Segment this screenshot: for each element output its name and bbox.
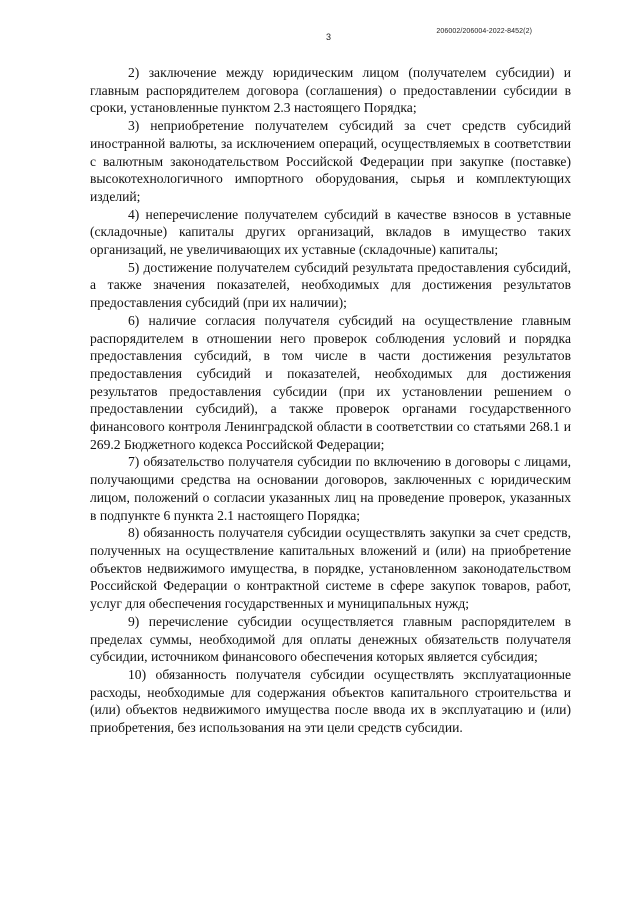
page-number: 3 (326, 32, 332, 42)
list-item-5: 5) достижение получателем субсидий результата предоставления субсидий, а также значения показателей, необходимых для достижения результатов предоставления субсидий (при их наличии); (90, 259, 571, 311)
list-item-9: 9) перечисление субсидии осуществляется главным распорядителем в пределах суммы, необходимой для оплаты денежных обязательств получателя субсидии, источником финансового обеспечения которых является субсидия; (90, 613, 571, 665)
list-item-6: 6) наличие согласия получателя субсидий на осуществление главным распорядителем в отношении него проверок соблюдения условий и порядка предоставления субсидий, в том числе в части достижения результатов предоставления субсидий и показателей, необходимых для достижения результатов предоставления субсидии (при их установлении решением о предоставлении субсидий), а также проверок органами государственного финансового контроля Ленинградской области в соответствии со статьями 268.1 и 269.2 Бюджетного кодекса Российской Федерации; (90, 312, 571, 452)
list-item-7: 7) обязательство получателя субсидии по включению в договоры с лицами, получающими средства на основании договоров, заключенных с юридическим лицом, положений о согласии указанных лиц на проведение проверок, указанных в подпункте 6 пункта 2.1 настоящего Порядка; (90, 454, 571, 523)
document-registration-number: 206002/206004-2022-8452(2) (436, 28, 532, 35)
list-item-8: 8) обязанность получателя субсидии осуществлять закупки за счет средств, полученных на осуществление капитальных вложений и (или) на приобретение объектов недвижимого имущества, в порядке, установленном законодательством Российской Федерации о контрактной системе в сфере закупок товаров, работ, услуг для обеспечения государственных и муниципальных нужд; (90, 525, 571, 612)
list-item-2: 2) заключение между юридическим лицом (получателем субсидии) и главным распорядителем договора (соглашения) о предоставлении субсидии в сроки, установленные пунктом 2.3 настоящего Порядка; (90, 65, 571, 116)
document-body (90, 64, 571, 737)
list-item-10: 10) обязанность получателя субсидии осуществлять эксплуатационные расходы, необходимые для содержания объектов капитального строительства и (или) объектов недвижимого имущества после ввода их в эксплуатацию и (или) приобретения, без использования на эти цели средств субсидии. (90, 666, 571, 736)
list-item-4: 4) неперечисление получателем субсидий в качестве взносов в уставные (складочные) капиталы других организаций, вкладов в имущество таких организаций, не увеличивающих их уставные (складочные) капиталы; (90, 206, 571, 258)
list-item-3: 3) неприобретение получателем субсидий за счет средств субсидий иностранной валюты, за исключением операций, осуществляемых в соответствии с валютным законодательством Российской Федерации при закупке (поставке) высокотехнологичного импортного оборудования, сырья и комплектующих изделий; (90, 118, 571, 204)
